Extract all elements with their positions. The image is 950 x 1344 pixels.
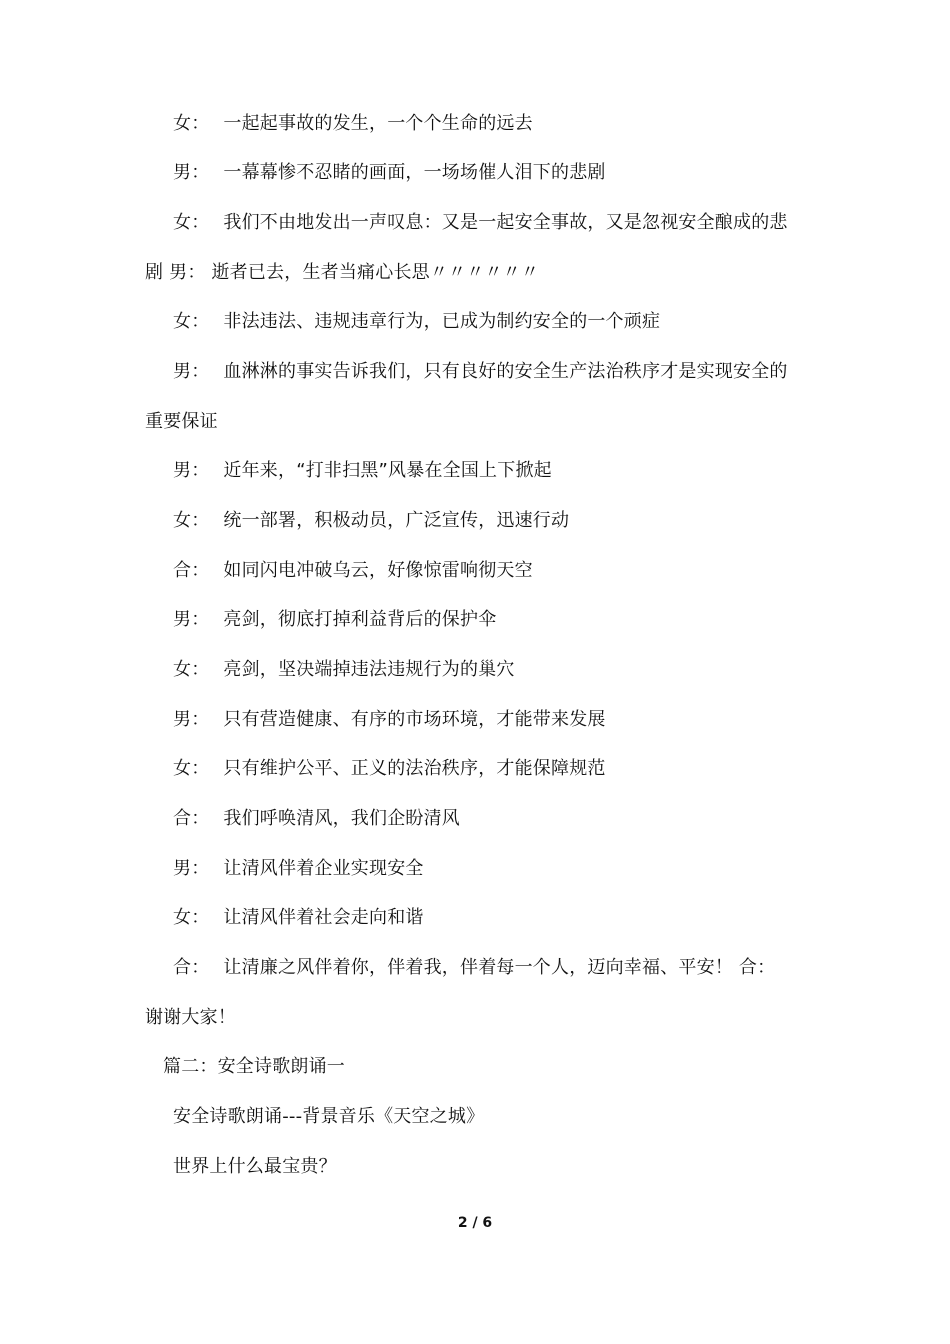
speaker-label: 男：: [173, 858, 210, 879]
poem-title-line: [173, 1105, 484, 1129]
speaker-label: 男：: [173, 361, 210, 382]
line-text: 让清风伴着企业实现安全: [223, 858, 424, 879]
line-text: 一起起事故的发生，一个个生命的远去: [223, 113, 533, 134]
line-text: 我们呼唤清风，我们企盼清风: [223, 808, 461, 829]
line-text: 我们不由地发出一声叹息：又是一起安全事故，又是忽视安全酿成的悲: [223, 212, 788, 233]
script-line-10: [173, 559, 533, 583]
speaker-label: 女：: [173, 212, 210, 233]
script-line-6: [173, 360, 788, 384]
speaker-label: 合：: [173, 560, 210, 581]
line-text: 只有维护公平、正义的法治秩序，才能保障规范: [223, 758, 606, 779]
script-line-13: [173, 708, 606, 732]
section-heading: [163, 1055, 345, 1079]
speaker-label: 女：: [173, 758, 210, 779]
script-line-2: [173, 161, 606, 185]
line-text: 让清廉之风伴着你，伴着我，伴着每一个人，迈向幸福、平安！ 合：: [223, 957, 776, 978]
line-text: 血淋淋的事实告诉我们，只有良好的安全生产法治秩序才是实现安全的: [223, 361, 788, 382]
speaker-label: 女：: [173, 510, 210, 531]
line-text: 亮剑，彻底打掉利益背后的保护伞: [223, 609, 497, 630]
script-line-7: [145, 410, 218, 434]
script-line-3: [173, 211, 788, 235]
script-line-12: [173, 658, 515, 682]
line-text: 统一部署，积极动员，广泛宣传，迅速行动: [223, 510, 570, 531]
speaker-label: 女：: [173, 311, 210, 332]
script-line-8: [173, 459, 552, 483]
line-text: 篇二：安全诗歌朗诵一: [163, 1056, 345, 1077]
speaker-label: 男：: [173, 709, 210, 730]
speaker-label: 男：: [173, 162, 210, 183]
script-line-11: [173, 608, 496, 632]
speaker-label: 男：: [173, 460, 210, 481]
poem-line-1: [173, 1155, 337, 1179]
script-line-4: [145, 261, 539, 285]
line-text: 让清风伴着社会走向和谐: [223, 907, 424, 928]
speaker-label: 女：: [173, 907, 210, 928]
speaker-label: 男：: [173, 609, 210, 630]
page-number: 2 / 6: [457, 1215, 493, 1231]
line-text: 非法违法、违规违章行为，已成为制约安全的一个顽症: [223, 311, 661, 332]
script-line-15: [173, 807, 460, 831]
speaker-label: 合：: [173, 957, 210, 978]
line-text: 安全诗歌朗诵---背景音乐《天空之城》: [173, 1106, 485, 1127]
line-text: 只有营造健康、有序的市场环境，才能带来发展: [223, 709, 606, 730]
line-text: 近年来，“打非扫黑”风暴在全国上下掀起: [223, 460, 552, 481]
script-line-19: [145, 1006, 236, 1030]
line-text: 重要保证: [145, 411, 218, 432]
script-line-1: [173, 112, 533, 136]
line-text: 如同闪电冲破乌云，好像惊雷响彻天空: [223, 560, 533, 581]
line-text: 一幕幕惨不忍睹的画面，一场场催人泪下的悲剧: [223, 162, 606, 183]
script-line-18: [173, 956, 775, 980]
speaker-label: 女：: [173, 659, 210, 680]
script-line-9: [173, 509, 569, 533]
script-line-17: [173, 906, 424, 930]
line-text: 世界上什么最宝贵？: [173, 1156, 337, 1177]
speaker-label: 女：: [173, 113, 210, 134]
script-line-14: [173, 757, 606, 781]
script-line-5: [173, 310, 660, 334]
line-text: 剧 男： 逝者已去，生者当痛心长思〃〃〃〃〃〃: [145, 262, 540, 283]
script-line-16: [173, 857, 424, 881]
line-text: 亮剑，坚决端掉违法违规行为的巢穴: [223, 659, 515, 680]
line-text: 谢谢大家！: [145, 1007, 236, 1028]
speaker-label: 合：: [173, 808, 210, 829]
